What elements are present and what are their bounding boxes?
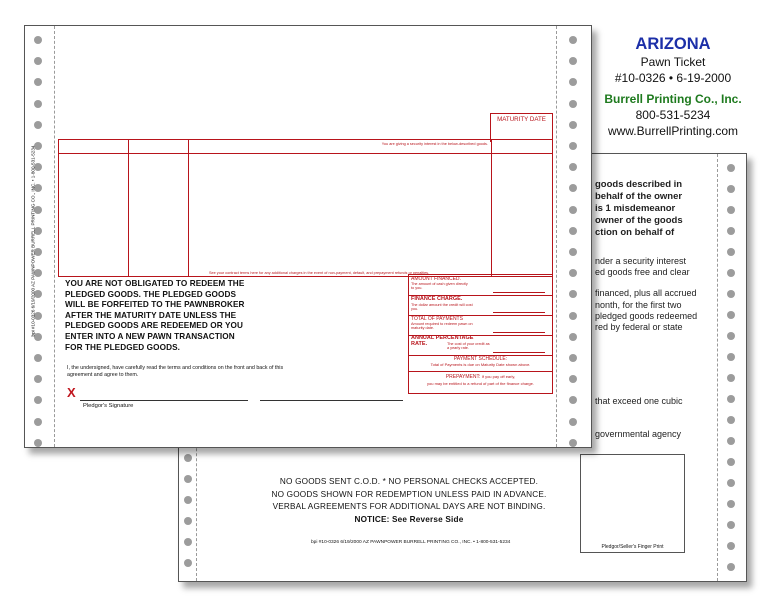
back-terms-text: governmental agency	[595, 429, 682, 439]
company-name: Burrell Printing Co., Inc.	[604, 92, 742, 106]
back-terms-text: is 1 misdemeanor	[595, 203, 676, 214]
tractor-hole	[727, 374, 735, 382]
product-caption	[592, 34, 754, 139]
truth-in-lending-box	[408, 274, 553, 394]
warning-line: WILL BE FORFEITED TO THE PAWNBROKER	[65, 300, 245, 310]
company-phone: 800-531-5234	[635, 108, 711, 122]
security-interest-note: You are giving a security interest in the below-described goods.	[381, 142, 488, 146]
payment-schedule-label: PAYMENT SCHEDULE:	[453, 356, 508, 362]
tractor-hole	[569, 184, 577, 192]
back-terms-text: behalf of the owner	[595, 191, 683, 202]
store-policy-notice	[239, 476, 579, 526]
fingerprint-box	[580, 454, 685, 553]
vertical-printer-text: bpi #10-0326 6/19/2000 AZ PAWNPOWER BURRELL PRINTING CO., INC. • 1-800-531-5234	[30, 145, 36, 337]
warning-line: ENTER INTO A NEW PAWN TRANSACTION	[65, 331, 235, 341]
tractor-hole	[34, 396, 42, 404]
notice-line: NO GOODS SENT C.O.D. * NO PERSONAL CHECKS ACCEPTED.	[279, 477, 539, 486]
tractor-hole	[34, 418, 42, 426]
back-right-perforation	[717, 154, 718, 581]
tractor-hole	[569, 100, 577, 108]
tractor-hole	[727, 542, 735, 550]
tractor-hole	[569, 354, 577, 362]
back-terms-text: goods described in	[595, 179, 683, 190]
tractor-hole	[727, 206, 735, 214]
tractor-hole	[34, 100, 42, 108]
tractor-hole	[727, 437, 735, 445]
tractor-hole	[34, 439, 42, 447]
fingerprint-label: Pledgor/Seller's Finger Print	[601, 544, 664, 550]
signature-x-mark: X	[67, 385, 76, 400]
tractor-hole	[727, 521, 735, 529]
tractor-hole	[569, 290, 577, 298]
tractor-hole	[727, 164, 735, 172]
tractor-hole	[184, 538, 192, 546]
warning-line: YOU ARE NOT OBLIGATED TO REDEEM THE	[65, 279, 245, 288]
tractor-hole	[569, 78, 577, 86]
maturity-date-label: MATURITY DATE	[497, 116, 546, 123]
tractor-hole	[569, 227, 577, 235]
tractor-hole	[727, 185, 735, 193]
tractor-hole	[569, 57, 577, 65]
tractor-hole	[569, 418, 577, 426]
apr-label: ANNUAL PERCENTAGE RATE.	[411, 335, 474, 347]
back-terms-text: owner of the goods	[595, 215, 683, 226]
tractor-hole	[569, 206, 577, 214]
tractor-hole	[34, 375, 42, 383]
notice-line: VERBAL AGREEMENTS FOR ADDITIONAL DAYS ARE NOT BINDING.	[272, 502, 546, 511]
total-payments-label: TOTAL OF PAYMENTS	[411, 316, 463, 322]
tractor-hole	[727, 416, 735, 424]
tractor-hole	[569, 248, 577, 256]
back-terms-text: red by federal or state	[595, 322, 683, 332]
tractor-hole	[727, 395, 735, 403]
prepayment-label: PREPAYMENT:	[445, 374, 481, 380]
apr-value-line	[493, 352, 545, 353]
amount-financed-value-line	[493, 292, 545, 293]
front-right-perforation	[556, 26, 557, 447]
tractor-hole	[569, 375, 577, 383]
table-column-divider	[188, 140, 189, 276]
apr-desc: The cost of your credit as a yearly rate.	[447, 342, 490, 351]
tractor-hole	[184, 559, 192, 567]
front-vertical-printer-text	[26, 126, 40, 356]
schedule-divider	[409, 371, 552, 372]
finance-charge-value-line	[493, 312, 545, 313]
tractor-hole	[727, 227, 735, 235]
tractor-hole	[727, 458, 735, 466]
agreement-acknowledgement: I, the undersigned, have carefully read the terms and conditions on the front and back of this agreement and agree to them.	[67, 365, 284, 379]
payment-schedule-desc: Total of Payments is due on Maturity Date shown above.	[430, 362, 531, 367]
table-header-divider	[59, 153, 552, 154]
warning-line: AFTER THE MATURITY DATE UNLESS THE	[65, 310, 237, 320]
secondary-signature-line	[260, 400, 403, 401]
redemption-warning	[65, 279, 257, 353]
tractor-hole	[34, 36, 42, 44]
front-ticket-sheet	[24, 25, 592, 448]
company-website: www.BurrellPrinting.com	[607, 124, 739, 138]
notice-reverse-side: NOTICE: See Reverse Side	[354, 514, 464, 524]
prepayment-refund-desc: you may be entitled to a refund of part of the finance charge.	[427, 381, 534, 386]
tractor-hole	[569, 269, 577, 277]
back-terms-text: nder a security interest	[595, 256, 687, 266]
tractor-hole	[569, 142, 577, 150]
tractor-hole	[727, 290, 735, 298]
notice-line: NO GOODS SHOWN FOR REDEMPTION UNLESS PAID IN ADVANCE.	[271, 489, 547, 499]
back-terms-text: ction on behalf of	[595, 227, 675, 238]
total-payments-value-line	[493, 332, 545, 333]
warning-line: FOR THE PLEDGED GOODS.	[65, 342, 181, 352]
state-title: ARIZONA	[635, 35, 711, 53]
tractor-hole	[34, 78, 42, 86]
tractor-hole	[727, 500, 735, 508]
finance-charge-desc: The dollar amount the credit will cost you.	[411, 303, 473, 312]
additional-charges-note: See your contract terms here for any additional charges in the event of non-payment, default, and prepayment refunds or penalties.	[209, 271, 430, 275]
back-terms-text: pledged goods redeemed	[595, 311, 698, 321]
finance-charge-label: FINANCE CHARGE.	[411, 296, 463, 302]
tractor-hole	[569, 163, 577, 171]
tractor-hole	[569, 121, 577, 129]
document-type: Pawn Ticket	[640, 55, 706, 69]
back-terms-text: financed, plus all accrued	[595, 288, 697, 298]
back-terms-text: that exceed one cubic	[595, 396, 683, 406]
back-terms-text: ed goods free and clear	[595, 267, 690, 277]
maturity-date-field	[490, 113, 553, 142]
tractor-hole	[184, 475, 192, 483]
tractor-hole	[727, 353, 735, 361]
tractor-hole	[727, 269, 735, 277]
back-printer-footer: bpi #10-0326 6/19/2000 AZ PAWNPOWER BURRELL PRINTING CO., INC. • 1-800-531-5234	[311, 540, 511, 545]
tractor-hole	[727, 332, 735, 340]
total-payments-desc: Amount required to redeem pawn on maturity date.	[411, 322, 473, 331]
front-left-perforation	[54, 26, 55, 447]
prepayment-line	[409, 374, 552, 380]
prepayment-desc: If you pay off early,	[481, 374, 516, 379]
tractor-hole	[727, 479, 735, 487]
tractor-hole	[569, 333, 577, 341]
warning-line: PLEDGED GOODS ARE REDEEMED OR YOU	[65, 321, 243, 331]
tractor-hole	[727, 311, 735, 319]
tractor-hole	[727, 248, 735, 256]
tractor-hole	[569, 439, 577, 447]
tractor-hole	[727, 563, 735, 571]
pledgor-signature-label: Pledgor's Signature	[83, 403, 134, 409]
tractor-hole	[569, 396, 577, 404]
table-column-divider	[128, 140, 129, 276]
tractor-hole	[184, 517, 192, 525]
tractor-hole	[184, 454, 192, 462]
form-number: #10-0326 • 6-19-2000	[614, 71, 732, 85]
tractor-hole	[569, 312, 577, 320]
amount-financed-label: AMOUNT FINANCED.	[411, 276, 461, 282]
tractor-hole	[569, 36, 577, 44]
warning-line: PLEDGED GOODS. THE PLEDGED GOODS	[65, 289, 237, 299]
tractor-hole	[34, 57, 42, 65]
amount-financed-desc: The amount of cash given directly to you.	[411, 282, 468, 291]
pledged-goods-table	[58, 139, 553, 277]
back-terms-text: nonth, for the first two	[595, 300, 682, 310]
table-column-divider	[491, 140, 492, 276]
tractor-hole	[184, 496, 192, 504]
pledgor-signature-line	[80, 400, 248, 401]
